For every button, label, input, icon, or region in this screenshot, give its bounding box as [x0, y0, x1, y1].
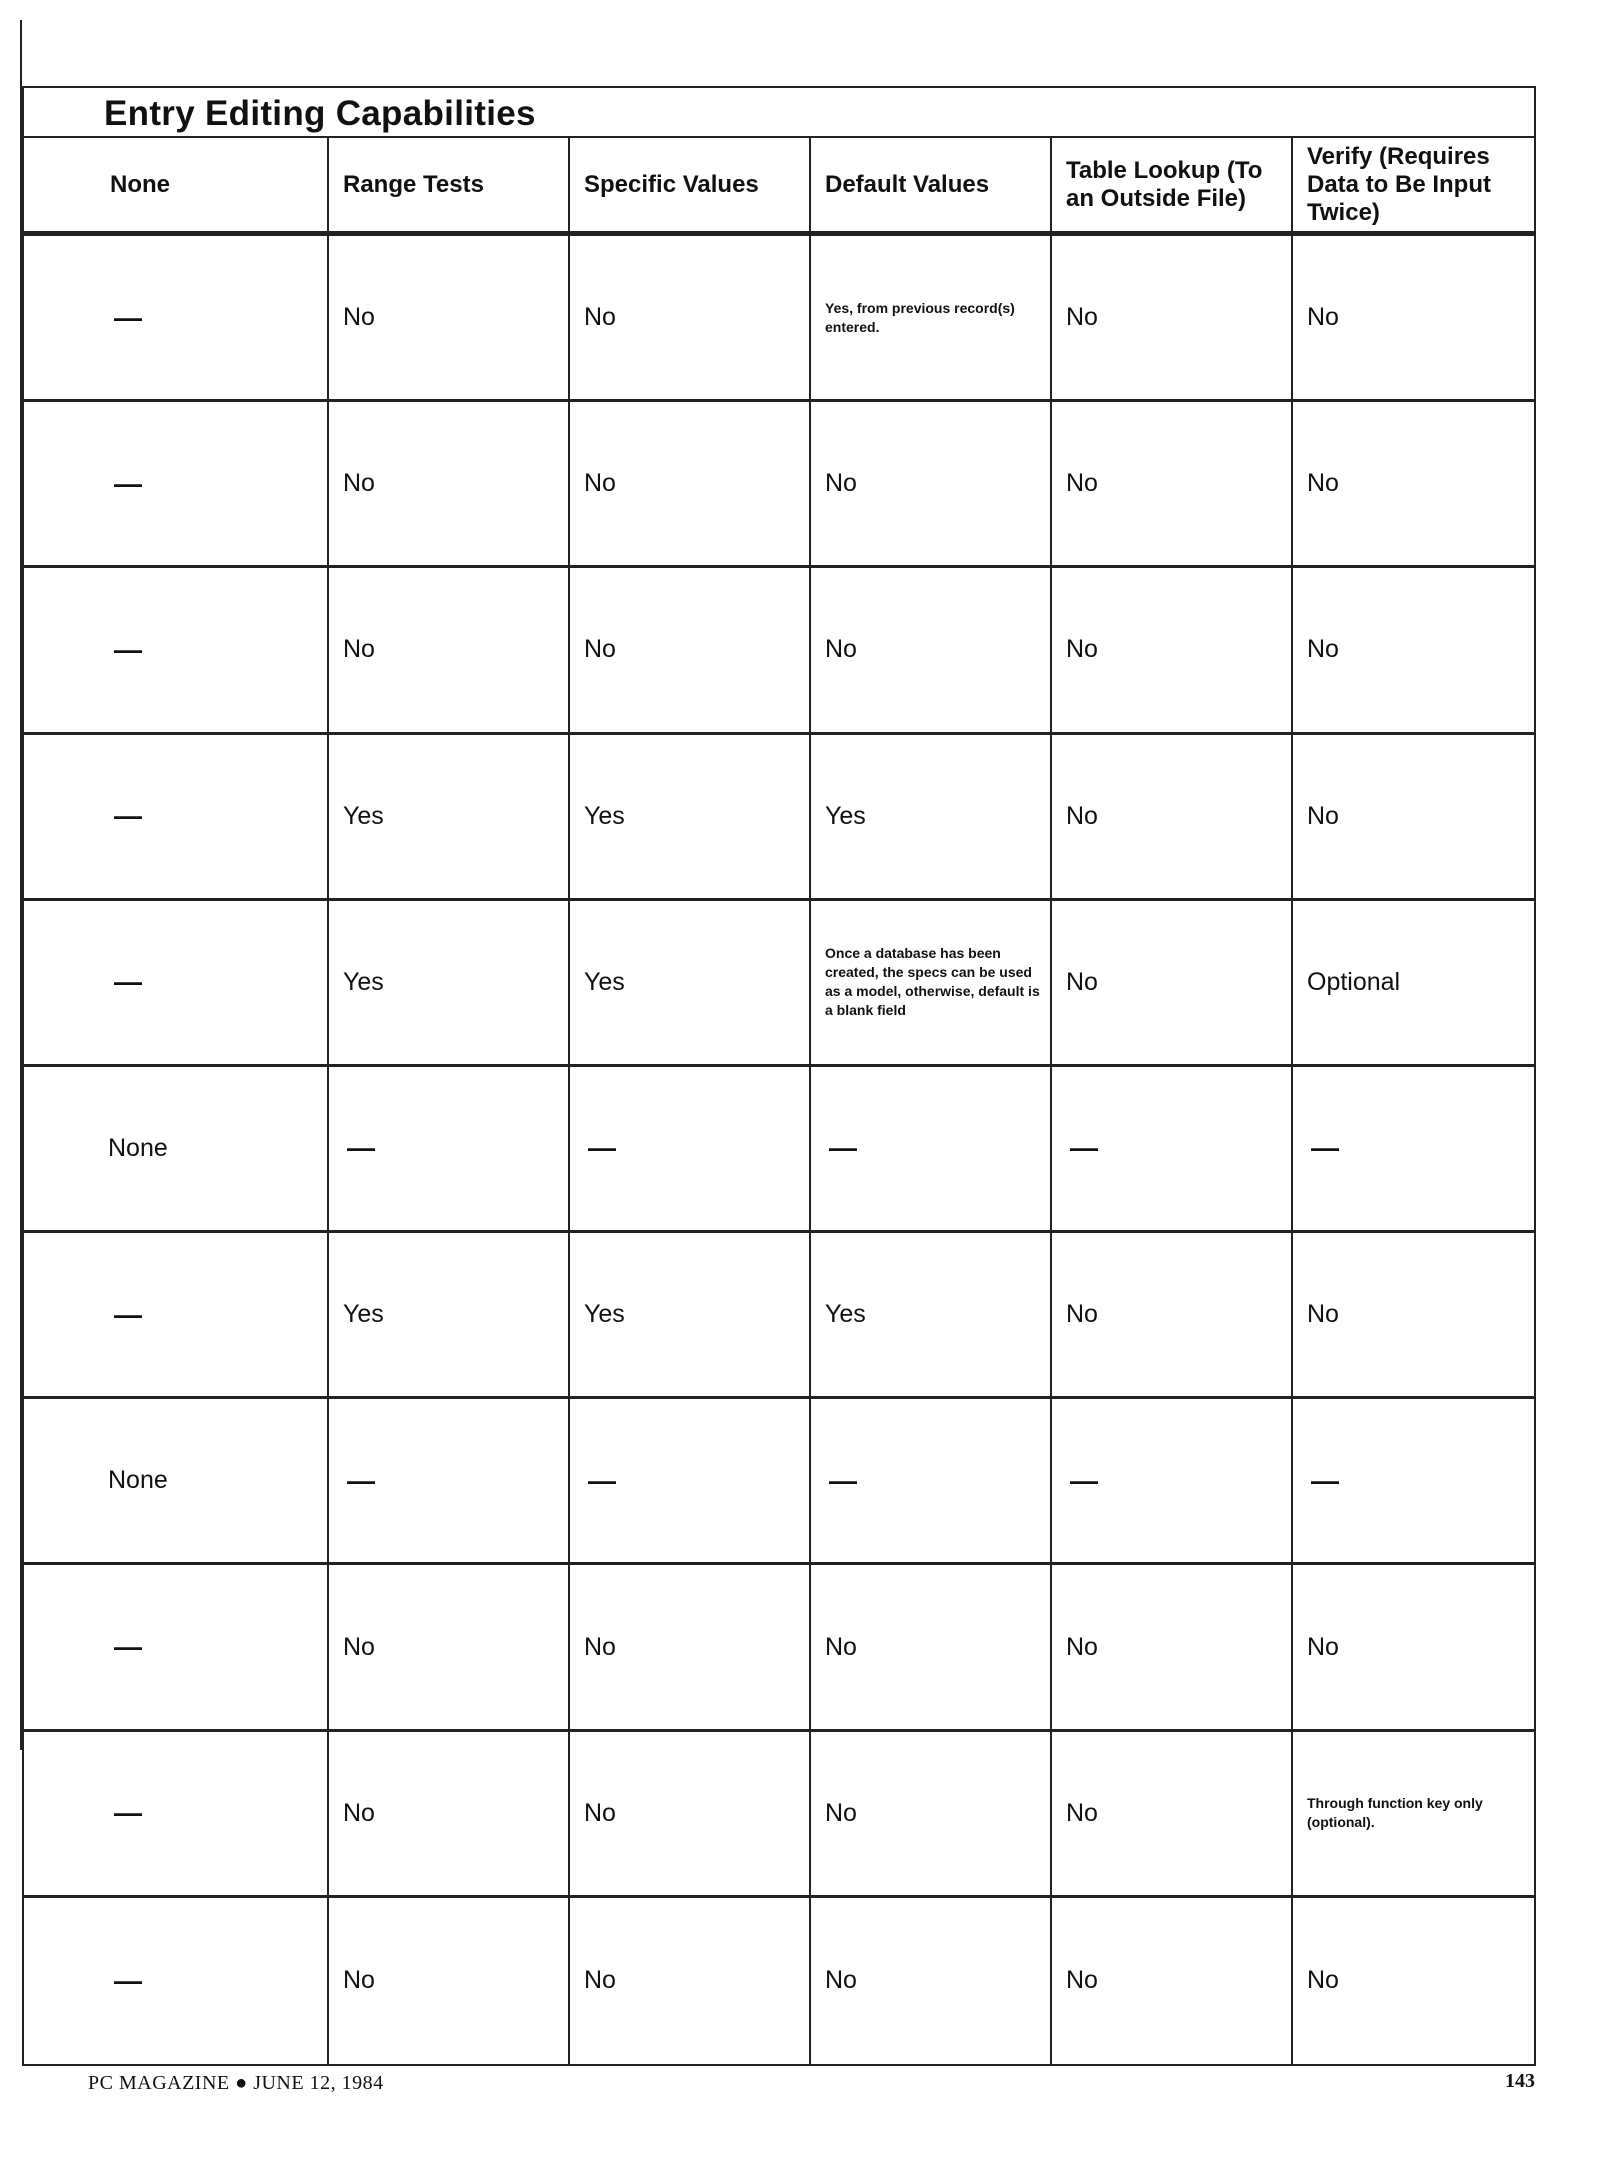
table-cell: No [1052, 1732, 1293, 1898]
header-specific-values: Specific Values [570, 138, 811, 236]
table-cell: None [24, 1399, 329, 1565]
table-cell: Once a database has been created, the specs can be used as a model, otherwise, default is a blank field [811, 901, 1052, 1067]
table-cell: No [1052, 1898, 1293, 2064]
table-cell: No [1293, 735, 1534, 901]
table-cell: No [811, 568, 1052, 734]
table-cell: No [811, 1565, 1052, 1731]
table-cell: No [1293, 1565, 1534, 1731]
table-cell: No [329, 1898, 570, 2064]
table-title: Entry Editing Capabilities [104, 94, 536, 133]
table-cell: No [1052, 568, 1293, 734]
table-cell: Yes [811, 1233, 1052, 1399]
table-cell: No [570, 1565, 811, 1731]
table-cell: No [1052, 1233, 1293, 1399]
table-cell: — [24, 901, 329, 1067]
table-cell: No [1052, 1565, 1293, 1731]
table-cell: — [24, 402, 329, 568]
table-cell: No [329, 568, 570, 734]
table-cell: Yes [570, 901, 811, 1067]
table-cell: No [811, 402, 1052, 568]
table-cell: — [1293, 1399, 1534, 1565]
table-cell: No [1052, 735, 1293, 901]
table-cell: — [24, 568, 329, 734]
table-cell: Yes, from previous record(s) entered. [811, 236, 1052, 402]
table-cell: No [329, 1565, 570, 1731]
footer-page-number: 143 [1505, 2070, 1535, 2092]
footer-publication: PC MAGAZINE ● JUNE 12, 1984 [88, 2072, 384, 2094]
table-cell: — [24, 1732, 329, 1898]
table-cell: — [329, 1399, 570, 1565]
header-verify: Verify (Requires Data to Be Input Twice) [1293, 138, 1534, 236]
table-cell: — [24, 1898, 329, 2064]
table-cell: No [811, 1732, 1052, 1898]
table-cell: No [1052, 236, 1293, 402]
table-cell: — [1052, 1067, 1293, 1233]
table-cell: No [1293, 402, 1534, 568]
table-cell: — [570, 1399, 811, 1565]
table-cell: No [570, 568, 811, 734]
table-cell: No [329, 1732, 570, 1898]
table-cell: — [24, 236, 329, 402]
table-cell: No [570, 236, 811, 402]
table-cell: No [811, 1898, 1052, 2064]
entry-editing-table [22, 86, 1536, 2066]
table-cell: No [1293, 568, 1534, 734]
table-cell: No [570, 1898, 811, 2064]
table-cell: Yes [811, 735, 1052, 901]
table-cell: No [570, 1732, 811, 1898]
header-none: None [24, 138, 329, 236]
table-cell: — [1052, 1399, 1293, 1565]
table-cell: — [1293, 1067, 1534, 1233]
table-cell: Yes [570, 1233, 811, 1399]
table-cell: — [329, 1067, 570, 1233]
table-cell: No [1052, 402, 1293, 568]
table-cell: — [24, 735, 329, 901]
table-cell: No [329, 402, 570, 568]
table-cell: — [811, 1399, 1052, 1565]
table-cell: — [24, 1233, 329, 1399]
header-range-tests: Range Tests [329, 138, 570, 236]
table-cell: Yes [329, 901, 570, 1067]
table-cell: Yes [329, 1233, 570, 1399]
table-grid [24, 138, 1534, 2064]
table-cell: Optional [1293, 901, 1534, 1067]
table-cell: Yes [570, 735, 811, 901]
table-cell: No [1293, 236, 1534, 402]
table-cell: — [24, 1565, 329, 1731]
table-title-row [24, 88, 1534, 138]
table-cell: No [1307, 1966, 1339, 1995]
table-cell: Yes [329, 735, 570, 901]
table-cell: No [570, 402, 811, 568]
header-default-values: Default Values [811, 138, 1052, 236]
table-cell: No [1293, 1233, 1534, 1399]
header-table-lookup: Table Lookup (To an Outside File) [1052, 138, 1293, 236]
table-cell: Through function key only (optional). [1293, 1732, 1534, 1898]
table-cell: — [811, 1067, 1052, 1233]
table-cell: No [329, 236, 570, 402]
table-cell: None [24, 1067, 329, 1233]
table-cell: — [570, 1067, 811, 1233]
table-cell: No [1052, 901, 1293, 1067]
